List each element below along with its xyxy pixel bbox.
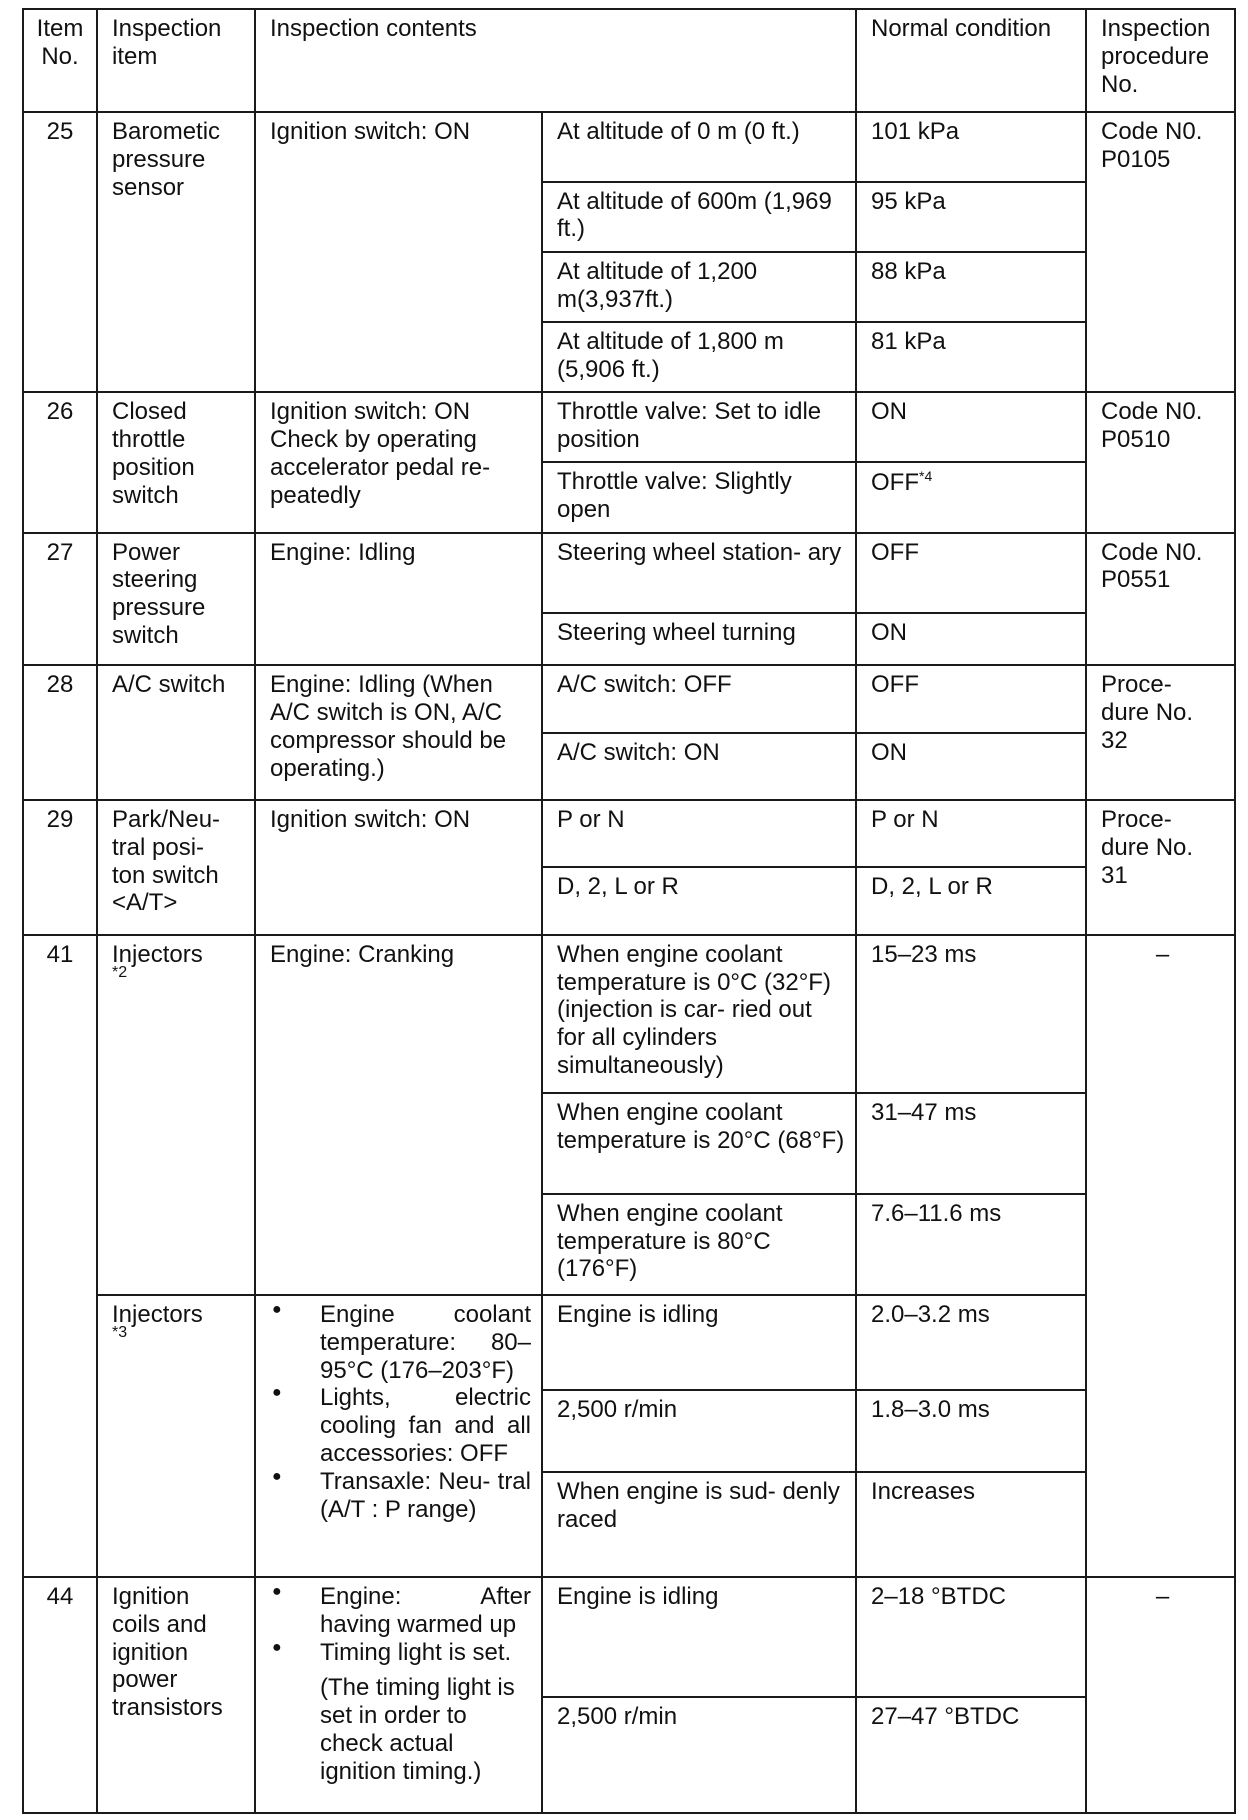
normal-41-6: Increases bbox=[856, 1472, 1086, 1577]
item-no-41: 41 bbox=[23, 935, 97, 1577]
normal-41-3: 7.6–11.6 ms bbox=[856, 1194, 1086, 1295]
contents-27: Engine: Idling bbox=[255, 533, 542, 666]
contents-26: Ignition switch: ON Check by operating accelerator pedal re- peatedly bbox=[255, 392, 542, 532]
item-name-27: Power steering pressure switch bbox=[97, 533, 255, 666]
normal-41-2: 31–47 ms bbox=[856, 1093, 1086, 1194]
table-row bbox=[23, 1295, 1235, 1390]
contents-41b bbox=[255, 1295, 542, 1577]
condition-25-3: At altitude of 1,200 m(3,937ft.) bbox=[542, 252, 856, 322]
condition-41-6: When engine is sud- denly raced bbox=[542, 1472, 856, 1577]
item-no-25: 25 bbox=[23, 112, 97, 392]
procedure-25: Code N0. P0105 bbox=[1086, 112, 1235, 392]
timing-light-note: (The timing light is set in order to check actual ignition timing.) bbox=[320, 1674, 515, 1785]
header-procedure-no: Inspection procedure No. bbox=[1086, 9, 1235, 112]
normal-26-2-value: OFF bbox=[871, 469, 919, 497]
condition-41-5: 2,500 r/min bbox=[542, 1390, 856, 1472]
normal-26-2 bbox=[856, 462, 1086, 532]
item-name-44: Ignition coils and ignition power transistors bbox=[97, 1577, 255, 1813]
condition-26-2: Throttle valve: Slightly open bbox=[542, 462, 856, 532]
normal-25-2: 95 kPa bbox=[856, 182, 1086, 252]
condition-27-1: Steering wheel station- ary bbox=[542, 533, 856, 613]
item-name-41b bbox=[97, 1295, 255, 1577]
normal-44-2: 27–47 °BTDC bbox=[856, 1697, 1086, 1813]
condition-25-2: At altitude of 600m (1,969 ft.) bbox=[542, 182, 856, 252]
procedure-29: Proce- dure No. 31 bbox=[1086, 800, 1235, 935]
contents-29: Ignition switch: ON bbox=[255, 800, 542, 935]
item-name-41b-label: Injectors bbox=[112, 1300, 203, 1328]
item-name-28: A/C switch bbox=[97, 665, 255, 800]
normal-29-2: D, 2, L or R bbox=[856, 867, 1086, 934]
condition-25-1: At altitude of 0 m (0 ft.) bbox=[542, 112, 856, 181]
item-name-25: Barometic pressure sensor bbox=[97, 112, 255, 392]
condition-41-4: Engine is idling bbox=[542, 1295, 856, 1390]
normal-27-2: ON bbox=[856, 613, 1086, 666]
table-row bbox=[23, 935, 1235, 1093]
normal-28-2: ON bbox=[856, 733, 1086, 800]
condition-27-2: Steering wheel turning bbox=[542, 613, 856, 666]
item-no-44: 44 bbox=[23, 1577, 97, 1813]
item-no-29: 29 bbox=[23, 800, 97, 935]
procedure-27: Code N0. P0551 bbox=[1086, 533, 1235, 666]
procedure-41: – bbox=[1086, 935, 1235, 1577]
procedure-44: – bbox=[1086, 1577, 1235, 1813]
table-row bbox=[23, 392, 1235, 462]
footnote-mark-3: *3 bbox=[112, 1323, 128, 1341]
item-no-26: 26 bbox=[23, 392, 97, 532]
bullet-item: ● Engine coolant temperature: 80–95°C (176–203°F) bbox=[270, 1301, 531, 1384]
bullet-item: ● Lights, electric cooling fan and all accessories: OFF bbox=[270, 1384, 531, 1467]
header-inspection-contents: Inspection contents bbox=[255, 9, 856, 112]
item-name-26: Closed throttle position switch bbox=[97, 392, 255, 532]
contents-25: Ignition switch: ON bbox=[255, 112, 542, 392]
condition-41-3: When engine coolant temperature is 80°C (176°F) bbox=[542, 1194, 856, 1295]
normal-41-4: 2.0–3.2 ms bbox=[856, 1295, 1086, 1390]
item-name-29: Park/Neu- tral posi- ton switch <A/T> bbox=[97, 800, 255, 935]
normal-28-1: OFF bbox=[856, 665, 1086, 732]
table-row bbox=[23, 112, 1235, 181]
bullet-item: ● Engine: After having warmed up bbox=[270, 1583, 531, 1639]
condition-26-1: Throttle valve: Set to idle position bbox=[542, 392, 856, 462]
normal-41-1: 15–23 ms bbox=[856, 935, 1086, 1093]
normal-25-1: 101 kPa bbox=[856, 112, 1086, 181]
condition-41-1: When engine coolant temperature is 0°C (32°F) (injection is car- ried out for all cylinders simultaneously) bbox=[542, 935, 856, 1093]
condition-28-1: A/C switch: OFF bbox=[542, 665, 856, 732]
header-item-no: Item No. bbox=[23, 9, 97, 112]
conditions-list-44 bbox=[270, 1583, 531, 1666]
procedure-26: Code N0. P0510 bbox=[1086, 392, 1235, 532]
condition-41-2: When engine coolant temperature is 20°C (68°F) bbox=[542, 1093, 856, 1194]
contents-41a: Engine: Cranking bbox=[255, 935, 542, 1295]
condition-25-4: At altitude of 1,800 m (5,906 ft.) bbox=[542, 322, 856, 392]
footnote-mark-4: *4 bbox=[919, 468, 933, 485]
contents-28: Engine: Idling (When A/C switch is ON, A/C compressor should be operating.) bbox=[255, 665, 542, 800]
header-normal-condition: Normal condition bbox=[856, 9, 1086, 112]
bullet-item: ● Timing light is set. bbox=[270, 1639, 531, 1667]
item-no-28: 28 bbox=[23, 665, 97, 800]
item-name-41a bbox=[97, 935, 255, 1295]
normal-29-1: P or N bbox=[856, 800, 1086, 867]
normal-25-4: 81 kPa bbox=[856, 322, 1086, 392]
normal-27-1: OFF bbox=[856, 533, 1086, 613]
table-row bbox=[23, 1577, 1235, 1697]
condition-28-2: A/C switch: ON bbox=[542, 733, 856, 800]
contents-44 bbox=[255, 1577, 542, 1813]
item-no-27: 27 bbox=[23, 533, 97, 666]
footnote-mark-2: *2 bbox=[112, 963, 128, 981]
bullet-item: ● Transaxle: Neu- tral (A/T : P range) bbox=[270, 1468, 531, 1524]
normal-26-1: ON bbox=[856, 392, 1086, 462]
inspection-table bbox=[22, 8, 1236, 1814]
table-row bbox=[23, 665, 1235, 732]
condition-29-1: P or N bbox=[542, 800, 856, 867]
conditions-list-41b bbox=[270, 1301, 531, 1524]
normal-41-5: 1.8–3.0 ms bbox=[856, 1390, 1086, 1472]
condition-44-2: 2,500 r/min bbox=[542, 1697, 856, 1813]
header-row bbox=[23, 9, 1235, 112]
table-row bbox=[23, 533, 1235, 613]
condition-44-1: Engine is idling bbox=[542, 1577, 856, 1697]
normal-25-3: 88 kPa bbox=[856, 252, 1086, 322]
normal-44-1: 2–18 °BTDC bbox=[856, 1577, 1086, 1697]
condition-29-2: D, 2, L or R bbox=[542, 867, 856, 934]
table-row bbox=[23, 800, 1235, 867]
item-name-41a-label: Injectors bbox=[112, 940, 203, 968]
header-inspection-item: Inspection item bbox=[97, 9, 255, 112]
procedure-28: Proce- dure No. 32 bbox=[1086, 665, 1235, 800]
